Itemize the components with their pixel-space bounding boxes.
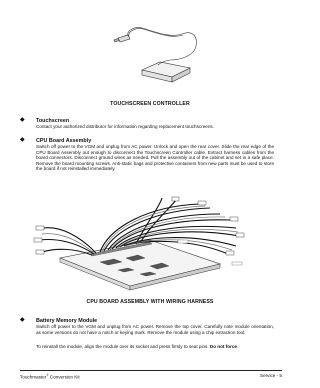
footer-brand: Touchmaster <box>20 374 47 380</box>
touchscreen-controller-illustration <box>0 0 300 100</box>
reinstall-text-end: . <box>236 344 239 349</box>
section-body-battery-memory: Switch off power to the VGM and unplug from AC power. Remove the top cover. Carefully note module orientation, as some versions do not have a notch or keying mark. Remove the module using a chip extraction tool. <box>36 324 274 335</box>
footer-page-number: Service - 5 <box>260 373 282 378</box>
section-body-cpu-board: Switch off power to the VGM and unplug from AC power. Unlock and open the rear cover. Slide the rear edge of the CPU Board Assembly out enough to disconnect the Touchscreen Controller cable. Extract harness cables from the board connectors. Disconnect ground wires as needed. Pull the assembly out of the cabinet and set in a safe place. Remove the board mounting screws. Anti-static bags and protective containers from new parts must be used to store the board if not reinstalled immediately. <box>36 144 274 172</box>
section-body-reinstall <box>36 344 274 350</box>
figure-caption-touchscreen-controller: TOUCHSCREEN CONTROLLER <box>110 101 190 107</box>
do-not-force-emphasis: Do not force <box>209 344 237 349</box>
figure-caption-cpu-board: CPU BOARD ASSEMBLY WITH WIRING HARNESS <box>86 299 214 305</box>
section-heading-battery-memory: Battery Memory Module <box>36 318 98 324</box>
section-body-touchscreen: Contact your authorized distributor for information regarding replacement touchscreens. <box>36 124 214 129</box>
bullet-icon: ◆ <box>20 117 25 123</box>
cpu-board-harness-illustration <box>0 196 300 298</box>
reinstall-text: To reinstall the module, align the module over its socket and press firmly to seat pins. <box>36 344 210 349</box>
footer-title <box>20 373 80 380</box>
footer-kit: Conversion Kit <box>48 374 80 380</box>
footer-rule <box>20 370 282 371</box>
footer-reg: ® <box>46 373 49 377</box>
section-heading-touchscreen: Touchscreen <box>36 118 70 124</box>
bullet-icon: ◆ <box>20 317 25 323</box>
bullet-icon: ◆ <box>20 137 25 143</box>
section-heading-cpu-board: CPU Board Assembly <box>36 138 92 144</box>
